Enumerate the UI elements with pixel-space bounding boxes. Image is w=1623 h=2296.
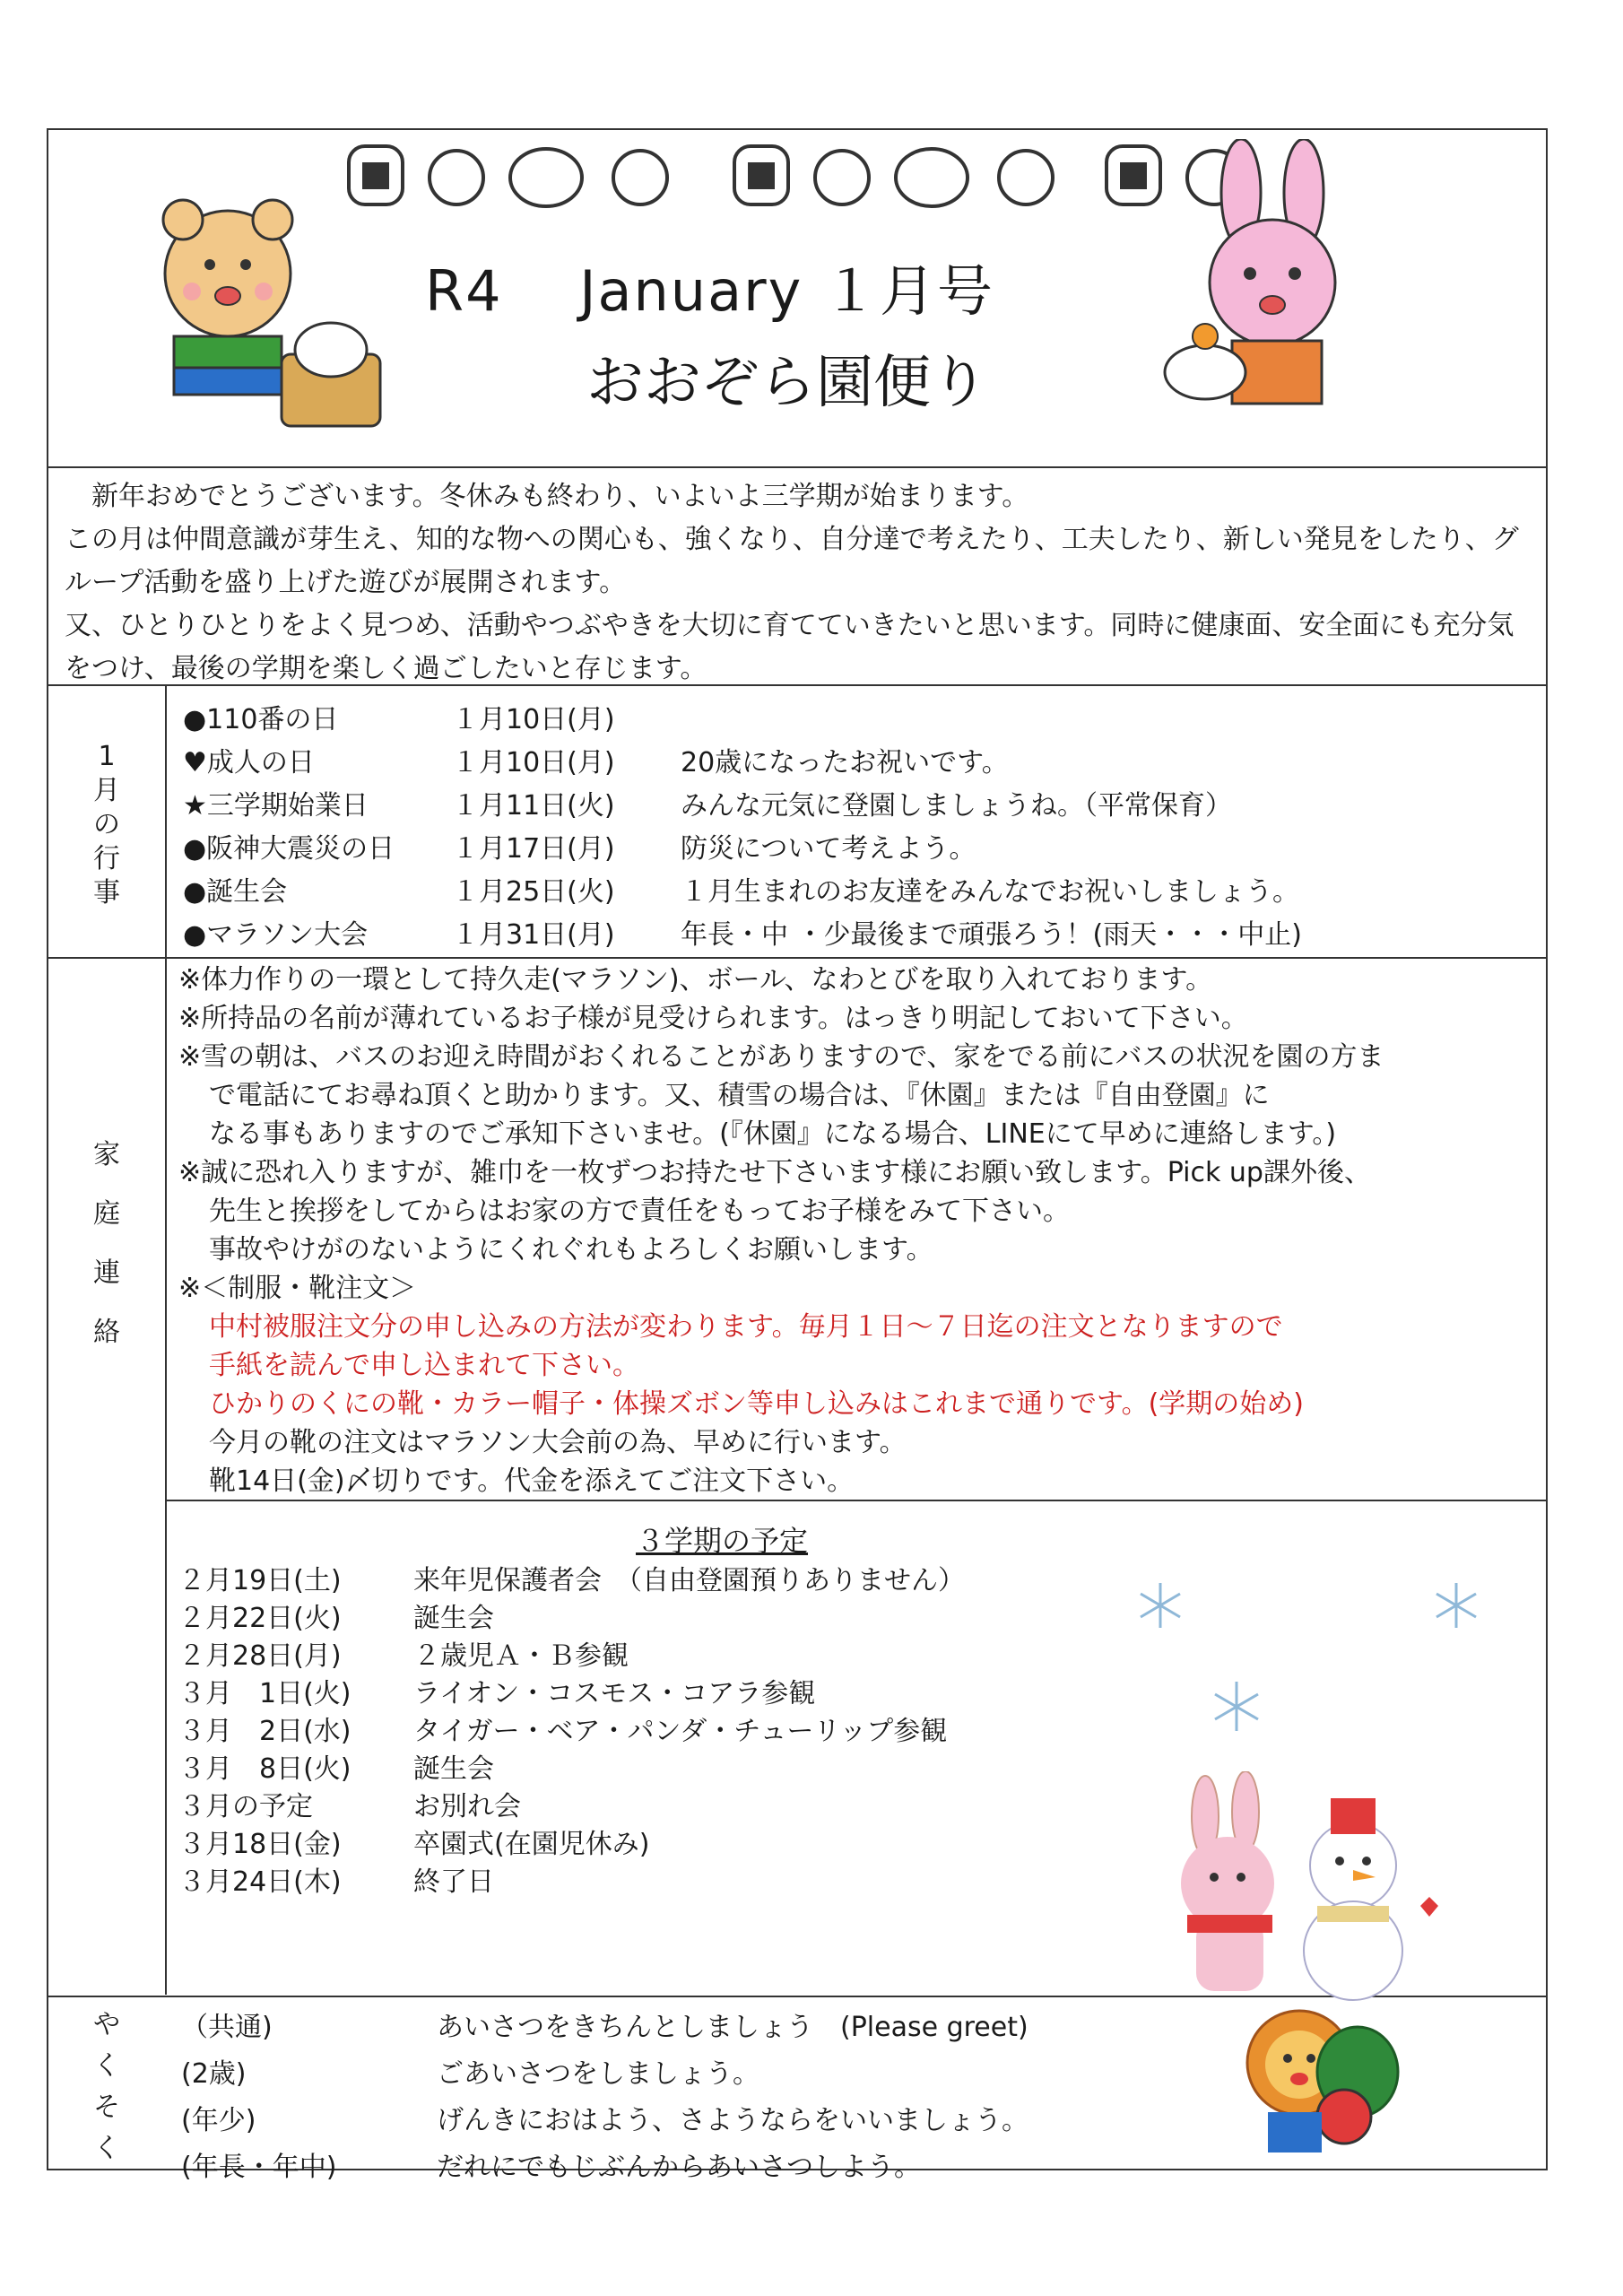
- newsletter-title: R4 January １月号: [425, 258, 994, 324]
- notices-section-label: 家 庭 連 絡: [93, 1139, 120, 1348]
- notice-line: ※所持品の名前が薄れているお子様が見受けられます。はっきり明記しておいて下さい。: [178, 1003, 1248, 1034]
- newsletter-subtitle: おおぞら園便り: [586, 350, 988, 416]
- label-column-line: [165, 684, 167, 1995]
- notice-line: ※＜制服・靴注文＞: [178, 1273, 417, 1304]
- lion-shishimai-illustration: [1232, 2000, 1402, 2161]
- mochi-row-illustration: [340, 137, 1281, 227]
- snowflake-decoration: [1133, 1574, 1492, 1664]
- notice-line: ※体力作りの一環として持久走(マラソン)、ボール、なわとびを取り入れております。: [178, 964, 1213, 996]
- newsletter-frame: R4 January １月号 おおぞら園便り 新年おめでとうございます。冬休みも終わり、いよいよ三学期が始まります。 この月は仲間意識が芽生え、知的な物への関心も、強くなり、自分達で考えたり、工夫したり、新しい発見をしたり、グループ活動を盛り上げた遊びが展開されます。 又、ひとりひとりをよく見つめ、活動やつぶやきを大切に育てていきたいと思います。同時に健康面、安全面にも充分気をつけ、最後の学期を楽しく過ごしたいと存じます。 1 月 の 行 事 ●110番の日 １月10日(月) ♥成人の日 １月10日(月) 20歳になったお祝いです。 ★三学期始業日 １月11日(火) みんな元気に登園しましょうね。（平常保育） ●阪神大震災の日 １月17日(月) 防災について考えよう。 ●誕生会 １月25日(火) １月生まれのお友達をみんなでお祝いしましょう。 ●マラソン大会 １月31日(月) 年長・中 ・少最後まで頑張ろう！(雨天・・・中止) 家 庭 連 絡 ※体力作りの一環として持久走(マラソン)、ボール、なわとびを取り入れております。 ※所持品の名前が薄れているお子様が見受けられます。はっきり明記しておいて下さい。 ※雪の朝は、バスのお迎え時間がおくれることがありますので、家をでる前にバスの状況を園の方ま で電話にてお尋ね頂くと助かります。又、積雪の場合は、『休園』または『自由登園』に なる事もありますのでご承知下さいませ。(『休園』になる場合、LINEにて早めに連絡します。) ※誠に恐れ入りますが、雑巾を一枚ずつお持たせ下さいます様にお願い致します。Pick up課外後、 先生と挨拶をしてからはお家の方で責任をもってお子様をみて下さい。 事故やけがのないようにくれぐれもよろしくお願いします。 ※＜制服・靴注文＞ 中村被服注文分の申し込みの方法が変わります。毎月１日〜７日迄の注文となりますので 手紙を読んで申し込まれて下さい。 ひかりのくにの靴・カラー帽子・体操ズボン等申し込みはこれまで通りです。(学期の始め) 今月の靴の注文はマラソン大会前の為、早めに行います。 靴14日(金)〆切りです。代金を添えてご注文下さい。 ３学期の予定 ２月19日(土) 来年児保護者会 （自由登園預りありません） ２月22日(火) 誕生会 ２月28日(月) ２歳児Ａ・Ｂ参観 ３月 1日(火) ライオン・コスモス・コアラ参観 ３月 2日(水) タイガー・ベア・パンダ・チューリップ参観 ３月 8日(火) 誕生会 ３月の予定 お別れ会 ３月18日(金) 卒園式(在園児休み) ３月24日(木) 終了日 や く そ く （共通) あいさつをきちんとしましょう (Please greet) (2歳) ごあいさつをしましょう。 (年少) げんきにおはよう、さようならをいいましょう。 (年長・年中) だれにでもじぶんからあいさつしよう。: [47, 128, 1548, 2170]
- intro-line: 又、ひとりひとりをよく見つめ、活動やつぶやきを大切に育てていきたいと思います。同時に健康面、安全面にも充分気をつけ、最後の学期を楽しく過ごしたいと存じます。: [65, 610, 1515, 684]
- notice-line: 事故やけがのないようにくれぐれもよろしくお願いします。: [209, 1234, 933, 1265]
- intro-text: [65, 475, 1535, 691]
- promise-section-label: や く そ く: [93, 2009, 120, 2164]
- notice-line-red: ひかりのくにの靴・カラー帽子・体操ズボン等申し込みはこれまで通りです。(学期の始め): [209, 1388, 1305, 1420]
- rabbit-kagamimochi-illustration: [1151, 139, 1420, 462]
- intro-line: 新年おめでとうございます。冬休みも終わり、いよいよ三学期が始まります。: [65, 481, 1029, 512]
- notice-line: で電話にてお尋ね頂くと助かります。又、積雪の場合は、『休園』または『自由登園』に: [209, 1080, 1270, 1111]
- intro-line: この月は仲間意識が芽生え、知的な物への関心も、強くなり、自分達で考えたり、工夫したり、新しい発見をしたり、グループ活動を盛り上げた遊びが展開されます。: [65, 524, 1519, 598]
- schedule-title: ３学期の予定: [636, 1524, 809, 1558]
- notice-line: 先生と挨拶をしてからはお家の方で責任をもってお子様をみて下さい。: [209, 1196, 1070, 1227]
- notice-line: ※誠に恐れ入りますが、雑巾を一枚ずつお持たせ下さいます様にお願い致します。Pick up課外後、: [178, 1157, 1371, 1188]
- notice-line-red: 手紙を読んで申し込まれて下さい。: [209, 1350, 639, 1381]
- notice-line: 靴14日(金)〆切りです。代金を添えてご注文下さい。: [209, 1465, 855, 1497]
- divider-header: [48, 466, 1546, 468]
- events-section-label: 1 月 の 行 事: [93, 741, 120, 909]
- notice-line: ※雪の朝は、バスのお迎え時間がおくれることがありますので、家をでる前にバスの状況を園の方ま: [178, 1041, 1384, 1073]
- divider-events: [48, 957, 1546, 959]
- rabbit-snowman-illustration: [1174, 1771, 1452, 2005]
- notice-line: 今月の靴の注文はマラソン大会前の為、早めに行います。: [209, 1427, 907, 1458]
- notice-line-red: 中村被服注文分の申し込みの方法が変わります。毎月１日〜７日迄の注文となりますので: [209, 1311, 1283, 1343]
- snowflake-decoration: [1201, 1673, 1272, 1744]
- notice-line: なる事もありますのでご承知下さいませ。(『休園』になる場合、LINEにて早めに連絡します。): [209, 1118, 1337, 1150]
- notices-list: [178, 961, 1384, 1500]
